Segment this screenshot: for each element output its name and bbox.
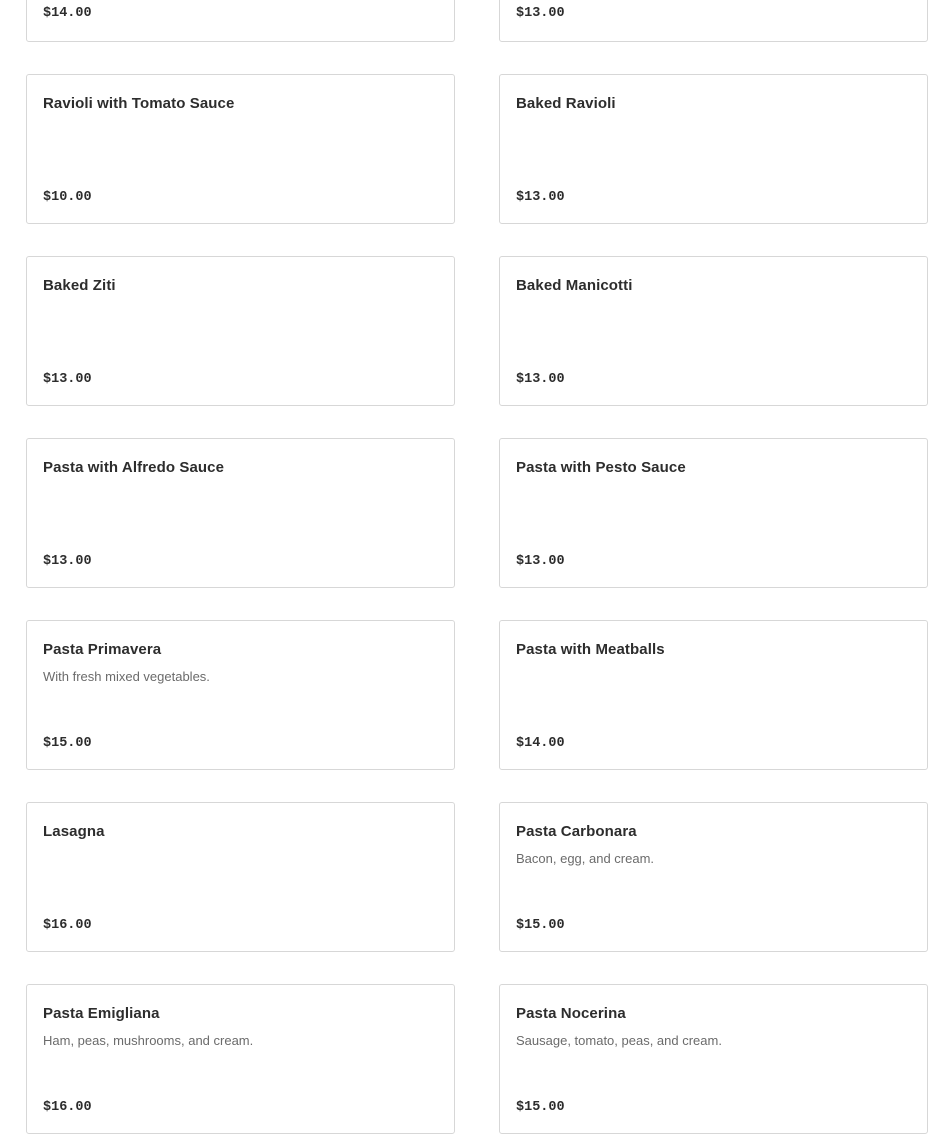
menu-item-name: Pasta Primavera [43, 641, 162, 658]
menu-item-description: Ham, peas, mushrooms, and cream. [43, 1033, 254, 1048]
menu-item-price: $15.00 [516, 918, 565, 933]
menu-item-price: $13.00 [516, 190, 565, 205]
menu-item-name: Pasta with Pesto Sauce [516, 459, 686, 476]
menu-item-price: $16.00 [43, 1100, 92, 1115]
menu-item-price: $15.00 [516, 1100, 565, 1115]
menu-item-description: With fresh mixed vegetables. [43, 669, 210, 684]
menu-item-name: Pasta Emigliana [43, 1005, 160, 1022]
menu-item-card[interactable] [499, 620, 928, 770]
menu-item-name: Pasta Nocerina [516, 1005, 626, 1022]
menu-item-card[interactable] [26, 620, 455, 770]
menu-item-card[interactable] [26, 984, 455, 1134]
menu-item-price: $13.00 [516, 554, 565, 569]
menu-item-card[interactable] [26, 0, 455, 42]
menu-item-card[interactable] [499, 256, 928, 406]
menu-item-name: Lasagna [43, 823, 105, 840]
menu-item-name: Ravioli with Tomato Sauce [43, 95, 235, 112]
menu-item-name: Baked Ziti [43, 277, 116, 294]
menu-item-price: $13.00 [43, 372, 92, 387]
menu-item-price: $15.00 [43, 736, 92, 751]
menu-item-price: $13.00 [516, 6, 565, 21]
menu-item-name: Baked Manicotti [516, 277, 633, 294]
menu-item-card[interactable] [26, 802, 455, 952]
menu-item-name: Pasta with Alfredo Sauce [43, 459, 225, 476]
menu-item-card[interactable] [26, 74, 455, 224]
menu-item-price: $13.00 [516, 372, 565, 387]
menu-item-price: $13.00 [43, 554, 92, 569]
menu-item-card[interactable] [26, 256, 455, 406]
menu-item-price: $14.00 [516, 736, 565, 751]
menu-item-price: $16.00 [43, 918, 92, 933]
menu-item-description: Bacon, egg, and cream. [516, 851, 655, 866]
menu-item-card[interactable] [499, 74, 928, 224]
menu-item-name: Pasta Carbonara [516, 823, 637, 840]
menu-item-card[interactable] [499, 984, 928, 1134]
menu-item-card[interactable] [499, 0, 928, 42]
menu-item-name: Baked Ravioli [516, 95, 616, 112]
menu-item-description: Sausage, tomato, peas, and cream. [516, 1033, 722, 1048]
menu-item-card[interactable] [499, 438, 928, 588]
menu-item-price: $10.00 [43, 190, 92, 205]
menu-item-card[interactable] [499, 802, 928, 952]
menu-item-card[interactable] [26, 438, 455, 588]
menu-item-price: $14.00 [43, 6, 92, 21]
menu-item-name: Pasta with Meatballs [516, 641, 665, 658]
